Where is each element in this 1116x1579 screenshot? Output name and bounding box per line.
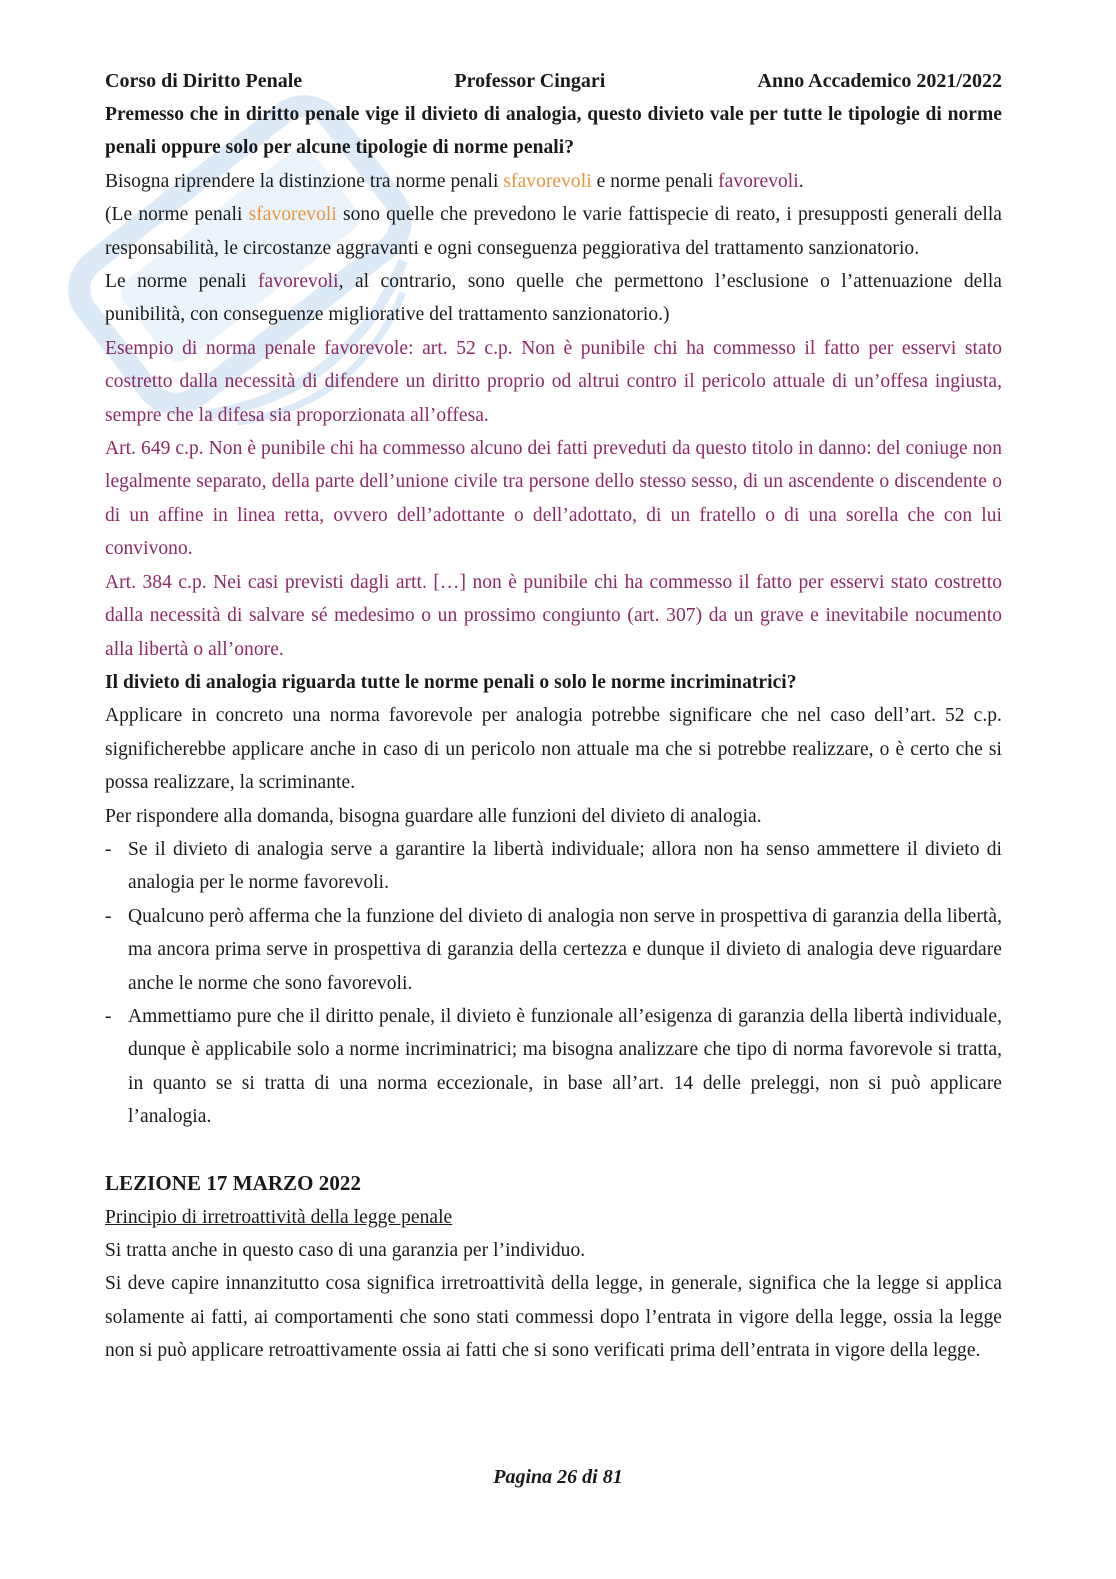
term-favorable: favorevoli	[257, 271, 339, 293]
list-item: - Se il divieto di analogia serve a garantire la libertà individuale; allora non ha senso ammettere il divieto di analogia per le norme favorevoli.	[105, 833, 1002, 900]
example-art-649: Art. 649 c.p. Non è punibile chi ha commesso alcuno dei fatti preveduti da questo titolo in danno: del coniuge non legalmente separato, della parte dell’unione civile tra persone dello stesso sesso, di un ascendente o discendente o di un affine in linea retta, ovvero dell’adottante o dell’adottato, di un fratello o di una sorella che con lui convivono.	[105, 438, 1002, 560]
page-number: Pagina 26 di 81	[493, 1466, 623, 1488]
paragraph-irretroactivity: Si deve capire innanzitutto cosa significa irretroattività della legge, in generale, significa che la legge si applica solamente ai fatti, ai comportamenti che sono stati commessi dopo l’entrata in vigore della legge, ossia la legge non si può applicare retroattivamente ossia ai fatti che si sono verificati prima dell’entrata in vigore della legge.	[105, 1273, 1002, 1362]
list-item: - Ammettiamo pure che il diritto penale, il divieto è funzionale all’esigenza di garanzia della libertà individuale, dunque è applicabile solo a norme incriminatrici; ma bisogna analizzare che tipo di norma favorevole si tratta, in quanto se si tratta di una norma eccezionale, in base all’art. 14 delle preleggi, non si può applicare l’analogia.	[105, 1000, 1002, 1134]
question-analogy-scope: Premesso che in diritto penale vige il divieto di analogia, questo divieto vale per tutte le tipologie di norme penali oppure solo per alcune tipologie di norme penali?	[105, 104, 1002, 159]
course-title: Corso di Diritto Penale	[105, 70, 303, 92]
paragraph-unfavorable-definition: (Le norme penali sfavorevoli sono quelle che prevedono le varie fattispecie di reato, i presupposti generali della responsabilità, le circostanze aggravanti e ogni conseguenza peggiorativa del trattamento sanzionatorio.	[105, 204, 1002, 259]
term-unfavorable: sfavorevoli	[503, 170, 592, 192]
academic-year: Anno Accademico 2021/2022	[757, 70, 1002, 92]
paragraph-favorable-definition: Le norme penali favorevoli, al contrario, sono quelle che permettono l’esclusione o l’attenuazione della punibilità, con conseguenze migliorative del trattamento sanzionatorio.)	[105, 271, 1002, 326]
section-spacer	[105, 1134, 1002, 1165]
page-header	[105, 64, 1002, 98]
term-favorable: favorevoli	[718, 170, 799, 192]
document-body	[105, 98, 1002, 1368]
term-unfavorable: sfavorevoli	[248, 204, 337, 226]
bullet-dash: -	[105, 1005, 112, 1027]
example-art-52: Esempio di norma penale favorevole: art. 52 c.p. Non è punibile chi ha commesso il fatto per esservi stato costretto dalla necessità di difendere un diritto proprio od altrui contro il pericolo attuale di un’offesa ingiusta, sempre che la difesa sia proporzionata all’offesa.	[105, 337, 1002, 426]
paragraph-distinction: Bisogna riprendere la distinzione tra norme penali sfavorevoli e norme penali favorevoli.	[105, 170, 804, 192]
paragraph-application: Applicare in concreto una norma favorevole per analogia potrebbe significare che nel caso dell’art. 52 c.p. significherebbe applicare anche in caso di un pericolo non attuale ma che si potrebbe realizzare, o è certo che si possa realizzare, la scriminante.	[105, 705, 1002, 794]
argument-list	[105, 833, 1002, 1134]
document-page	[105, 64, 1002, 1368]
bullet-dash: -	[105, 838, 112, 860]
paragraph-guarantee: Si tratta anche in questo caso di una garanzia per l’individuo.	[105, 1240, 586, 1261]
lesson-heading: LEZIONE 17 MARZO 2022	[105, 1170, 361, 1195]
section-subtitle: Principio di irretroattività della legge penale	[105, 1206, 453, 1228]
paragraph-functions: Per rispondere alla domanda, bisogna guardare alle funzioni del divieto di analogia.	[105, 805, 762, 827]
bullet-dash: -	[105, 905, 112, 927]
professor-name: Professor Cingari	[454, 70, 606, 92]
example-art-384: Art. 384 c.p. Nei casi previsti dagli artt. […] non è punibile chi ha commesso il fatto per esservi stato costretto dalla necessità di salvare sé medesimo o un prossimo congiunto (art. 307) da un grave e inevitabile nocumento alla libertà o all’onore.	[105, 571, 1002, 660]
list-item: - Qualcuno però afferma che la funzione del divieto di analogia non serve in prospettiva di garanzia della libertà, ma ancora prima serve in prospettiva di garanzia della certezza e dunque il divieto di analogia deve riguardare anche le norme che sono favorevoli.	[105, 900, 1002, 1000]
question-incriminating-norms: Il divieto di analogia riguarda tutte le norme penali o solo le norme incriminatrici?	[105, 671, 797, 693]
